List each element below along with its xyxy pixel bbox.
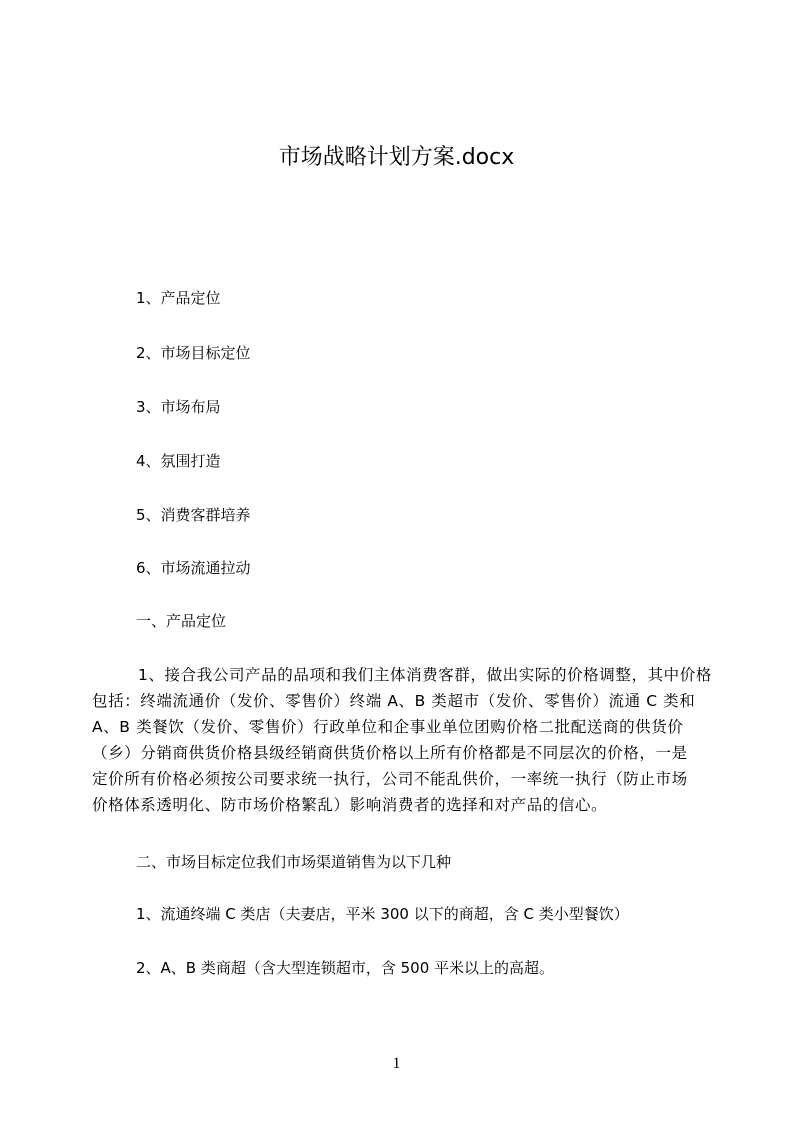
paragraph-line: 包括：终端流通价（发价、零售价）终端 A、B 类超市（发价、零售价）流通 C 类和 — [92, 692, 696, 710]
toc-item: 4、氛围打造 — [136, 452, 221, 470]
toc-item: 3、市场布局 — [136, 398, 221, 416]
toc-item: 5、消费客群培养 — [136, 506, 251, 524]
paragraph-line: 价格体系透明化、防市场价格繁乱）影响消费者的选择和对产品的信心。 — [92, 796, 608, 814]
toc-item: 1、产品定位 — [136, 289, 221, 307]
section1-paragraph — [92, 662, 712, 818]
toc-item: 2、市场目标定位 — [136, 344, 251, 362]
paragraph-line: （乡）分销商供货价格县级经销商供货价格以上所有价格都是不同层次的价格，一是 — [92, 744, 688, 762]
paragraph-line: 定价所有价格必须按公司要求统一执行，公司不能乱供价，一率统一执行（防止市场 — [92, 770, 688, 788]
page-number: 1 — [392, 1055, 401, 1072]
section-heading: 二、市场目标定位我们市场渠道销售为以下几种 — [136, 853, 452, 871]
document-title: 市场战略计划方案.docx — [278, 145, 515, 170]
section-heading: 一、产品定位 — [136, 612, 227, 630]
list-item: 2、A、B 类商超（含大型连锁超市，含 500 平米以上的高超。 — [136, 959, 555, 977]
paragraph-line: 1、接合我公司产品的品项和我们主体消费客群，做出实际的价格调整，其中价格 — [138, 666, 712, 684]
list-item: 1、流通终端 C 类店（夫妻店，平米 300 以下的商超，含 C 类小型餐饮） — [136, 905, 629, 923]
toc-item: 6、市场流通拉动 — [136, 559, 251, 577]
paragraph-line: A、B 类餐饮（发价、零售价）行政单位和企事业单位团购价格二批配送商的供货价 — [92, 718, 684, 736]
